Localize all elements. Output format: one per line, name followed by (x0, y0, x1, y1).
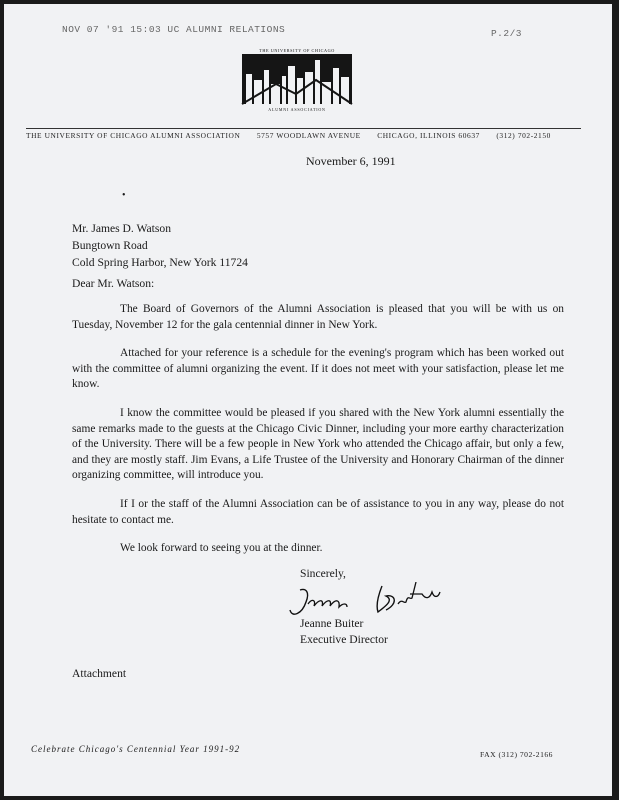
closing: Sincerely, (300, 567, 346, 580)
alumni-association-logo (236, 44, 358, 114)
recipient-name: Mr. James D. Watson (72, 222, 172, 235)
letterhead-phone: (312) 702-2150 (496, 131, 551, 140)
signer-block (300, 616, 388, 648)
paragraph: I know the committee would be pleased if you shared with the New York alumni essentially the same remarks made to the guests at the Chicago Civic Dinner, including your more earthy characterization of the University. There will be a few people in New York who attended the Chicago affair, but only a few, and they are mostly staff. Jim Evans, a Life Trustee of the University and Honorary Chairman of the dinner organizing committee, will introduce you. (72, 406, 564, 482)
logo-top-text: THE UNIVERSITY OF CHICAGO (259, 48, 335, 53)
letterhead-street: 5757 WOODLAWN AVENUE (256, 131, 361, 140)
letter-page (4, 4, 612, 796)
footer-fax: FAX (312) 702-2166 (480, 750, 553, 759)
recipient-street: Bungtown Road (72, 239, 148, 252)
letter-body (72, 302, 564, 570)
paragraph: The Board of Governors of the Alumni Association is pleased that you will be with us on Tuesday, November 12 for the gala centennial dinner in New York. (72, 303, 564, 331)
fax-header (62, 24, 522, 39)
letterhead-org: THE UNIVERSITY OF CHICAGO ALUMNI ASSOCIATION (26, 131, 241, 140)
footer-slogan: Celebrate Chicago's Centennial Year 1991-92 (31, 744, 241, 754)
signer-name: Jeanne Buiter (300, 617, 364, 630)
stray-mark: • (122, 190, 126, 201)
salutation: Dear Mr. Watson: (72, 277, 155, 290)
letterhead-address (26, 131, 586, 140)
paragraph: We look forward to seeing you at the dinner. (120, 542, 323, 555)
paragraph: Attached for your reference is a schedule for the evening's program which has been worked out with the committee of alumni organizing the event. If it does not meet with your satisfaction, please let me know. (72, 347, 564, 391)
paragraph: If I or the staff of the Alumni Association can be of assistance to you in any way, please do not hesitate to contact me. (72, 497, 564, 526)
letterhead-rule (26, 128, 581, 129)
letterhead-city: CHICAGO, ILLINOIS 60637 (377, 131, 480, 140)
recipient-city: Cold Spring Harbor, New York 11724 (72, 256, 248, 269)
fax-header-text: NOV 07 '91 15:03 UC ALUMNI RELATIONS (62, 24, 286, 35)
logo-bottom-text: ALUMNI ASSOCIATION (268, 107, 326, 112)
attachment-note: Attachment (72, 667, 127, 680)
fax-page-number: P.2/3 (490, 28, 522, 39)
signer-title: Executive Director (300, 633, 388, 646)
recipient-address (72, 220, 248, 271)
letter-date: November 6, 1991 (306, 154, 396, 168)
